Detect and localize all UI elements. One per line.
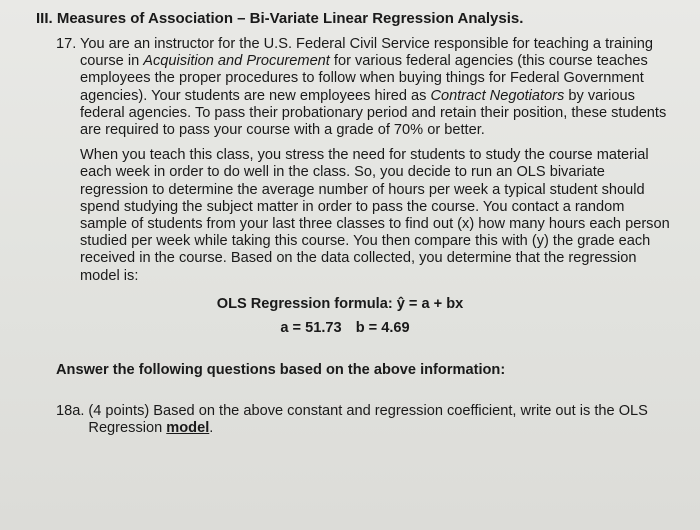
question-paragraph-2: When you teach this class, you stress the need for students to study the course material each week in order to do well in the class. So, you decide to run an OLS bivariate regression to determine the average number of hours per week a typical student should spend studying the subject matter in order to pass the course. You contact a random sample of students from your last three classes to find out (x) how many hours each person studied per week while taking this course. You then compare this with (y) the grade each received in the course. Based on the data collected, you determine that the regression model is: bbox=[80, 147, 670, 284]
coefficient-b: b = 4.69 bbox=[355, 319, 410, 336]
question-paragraph-1 bbox=[80, 36, 674, 139]
question-18a bbox=[56, 403, 674, 437]
paragraph-text: for various federal agencies (this course teaches employees the proper procedures to follow when buying things for Federal Government agencies). Your students are new employees hired as bbox=[80, 53, 648, 104]
emphasized-word: model bbox=[166, 420, 210, 437]
question-body bbox=[88, 403, 674, 437]
constant-a: a = 51.73 bbox=[280, 319, 342, 336]
course-name: Acquisition and Procurement bbox=[143, 53, 330, 70]
question-number: 18a. bbox=[56, 402, 85, 419]
paragraph-text: You are an instructor for the U.S. Federal Civil Service responsible for teaching a training course in bbox=[80, 36, 653, 70]
question-text: (4 points) Based on the above constant and regression coefficient, write out is the OLS Regression bbox=[88, 402, 648, 437]
regression-coefficients bbox=[36, 319, 674, 337]
answer-instructions: Answer the following questions based on the above information: bbox=[56, 361, 506, 378]
section-title: III. Measures of Association – Bi-Variate Linear Regression Analysis. bbox=[36, 10, 524, 27]
regression-formula: OLS Regression formula: ŷ = a + bx bbox=[216, 295, 464, 312]
question-text-end: . bbox=[209, 420, 214, 437]
paragraph-text: by various federal agencies. To pass their probationary period and retain their position, these students are required to pass your course with a grade of 70% or better. bbox=[80, 87, 667, 139]
question-number: 17. bbox=[56, 36, 77, 52]
question-body bbox=[80, 36, 674, 285]
job-title: Contract Negotiators bbox=[430, 87, 565, 104]
question-17 bbox=[36, 36, 674, 285]
